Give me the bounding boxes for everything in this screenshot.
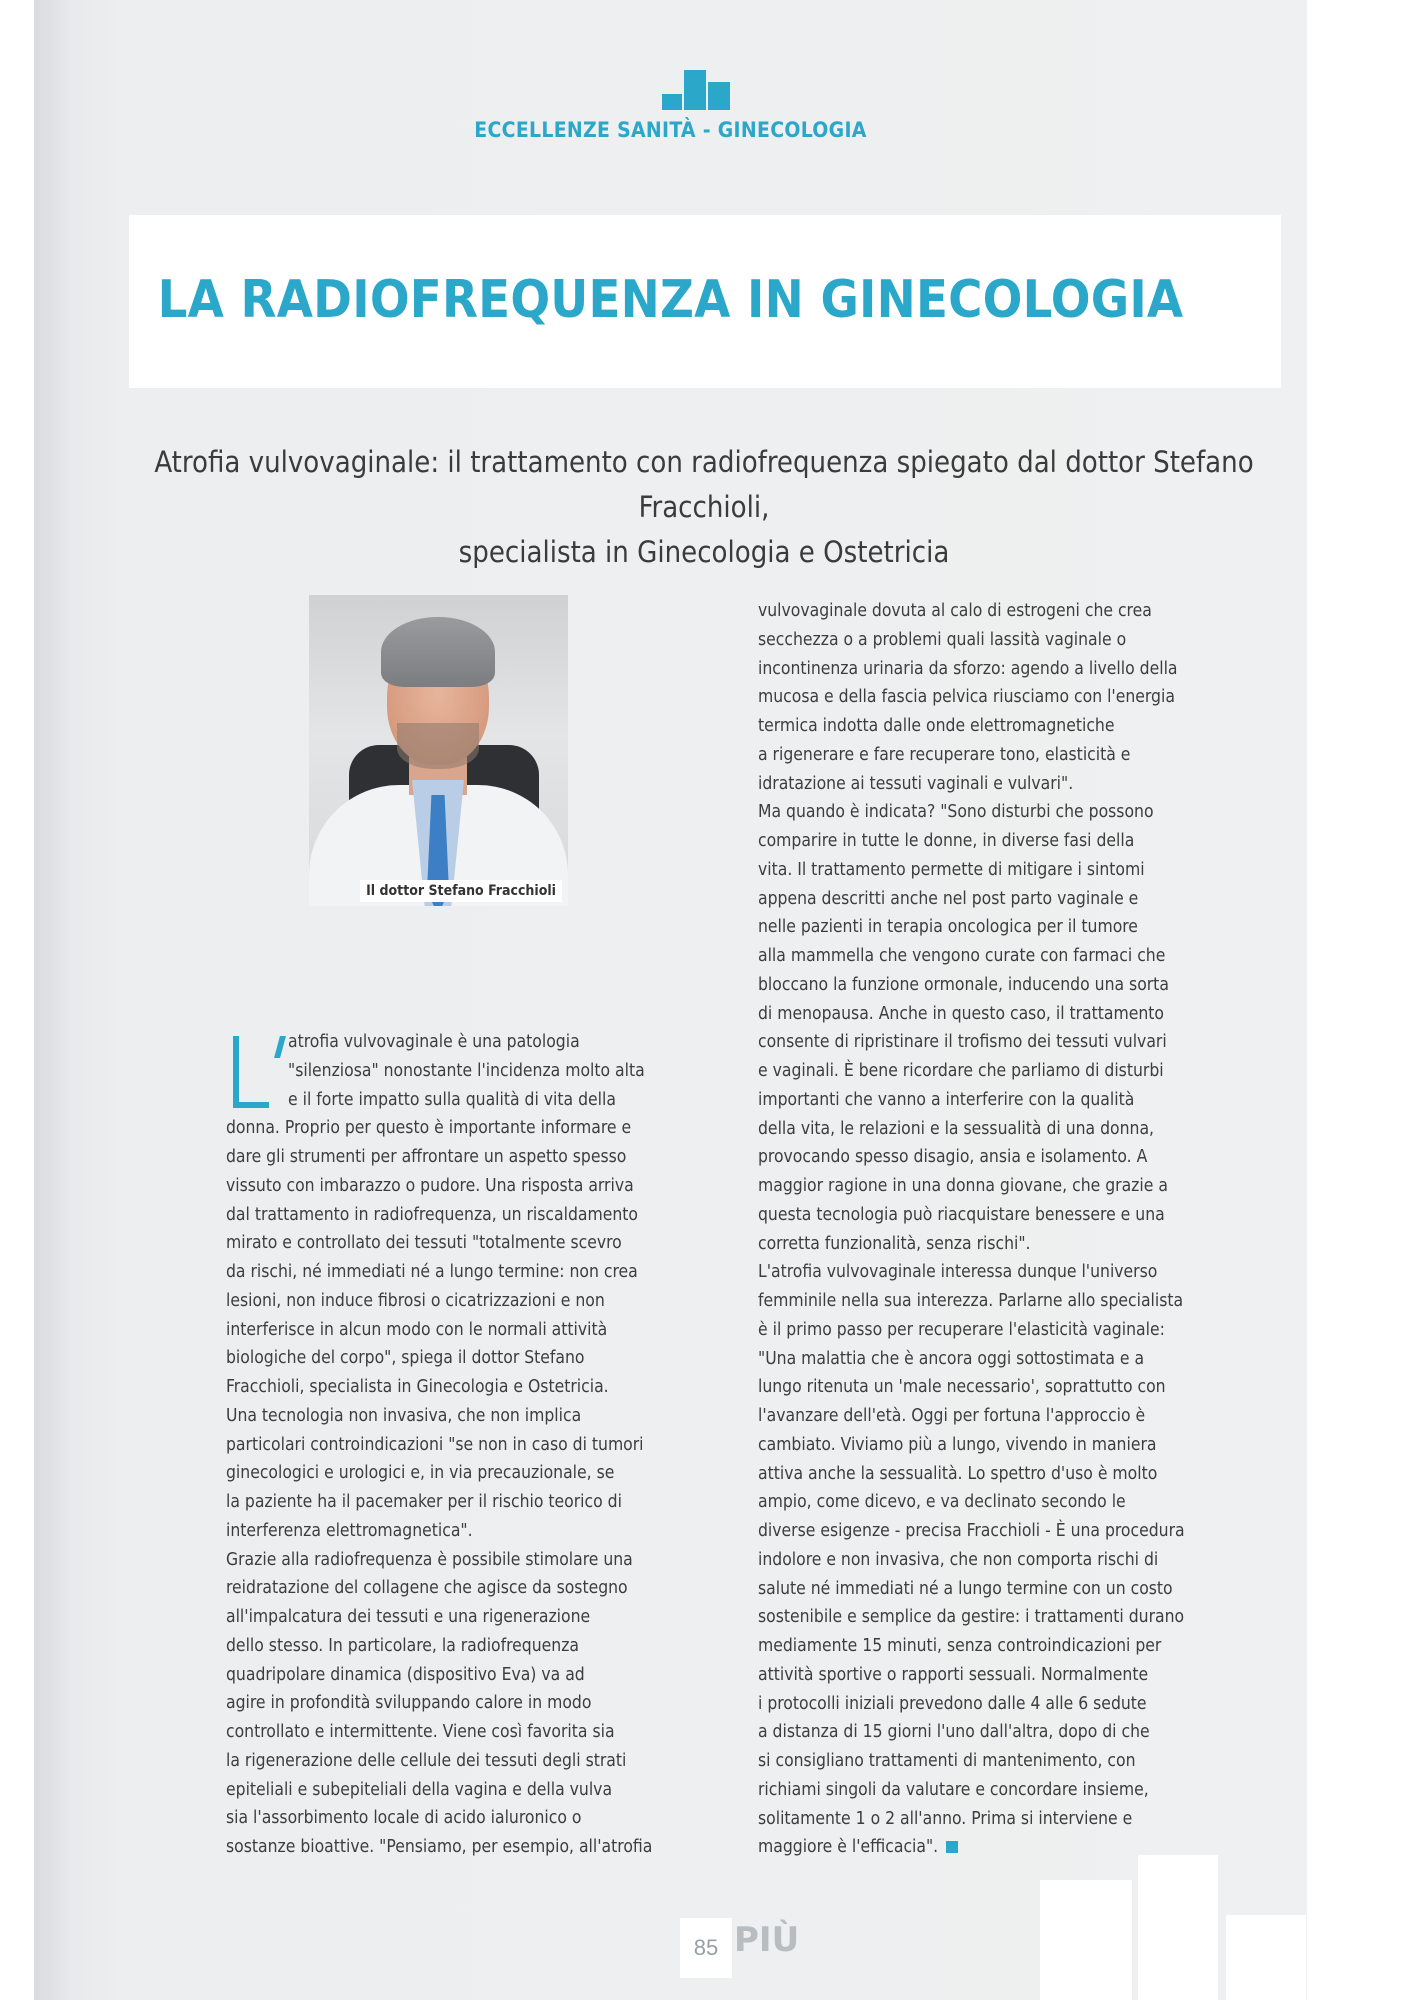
text-line: maggiore è l'efficacia". (758, 1833, 1185, 1862)
text-line: corretta funzionalità, senza rischi". (758, 1233, 1031, 1254)
text-line: idratazione ai tessuti vaginali e vulvari". (758, 773, 1074, 794)
text-line: a distanza di 15 giorni l'uno dall'altra, dopo di che (758, 1722, 1150, 1743)
text-line: la rigenerazione delle cellule dei tessuti degli strati (226, 1750, 627, 1771)
doctor-photo (309, 595, 568, 906)
text-line: all'impalcatura dei tessuti e una rigenerazione (226, 1607, 591, 1627)
text-line: interferenza elettromagnetica". (226, 1520, 473, 1541)
text-line: quadripolare dinamica (dispositivo Eva) va ad (226, 1664, 585, 1685)
text-line: diverse esigenze - precisa Fracchioli - È una procedura (758, 1521, 1185, 1541)
article-subtitle (134, 440, 1274, 575)
photo-caption: Il dottor Stefano Fracchioli (360, 880, 562, 902)
text-line: cambiato. Viviamo più a lungo, vivendo in maniera (758, 1434, 1157, 1455)
text-line: dal trattamento in radiofrequenza, un riscaldamento (226, 1204, 638, 1225)
text-line: è il primo passo per recuperare l'elasticità vaginale: (758, 1319, 1165, 1340)
text-line: L'atrofia vulvovaginale interessa dunque l'universo (758, 1262, 1158, 1283)
section-label: ECCELLENZE SANITÀ - GINECOLOGIA (474, 118, 867, 142)
text-line: lungo ritenuta un 'male necessario', soprattutto con (758, 1377, 1166, 1398)
text-line: l'avanzare dell'età. Oggi per fortuna l'approccio è (758, 1406, 1146, 1426)
text-line: "Una malattia che è ancora oggi sottostimata e a (758, 1348, 1145, 1369)
text-line: da rischi, né immediati né a lungo termine: non crea (226, 1262, 638, 1282)
text-line: bloccano la funzione ormonale, inducendo una sorta (758, 974, 1169, 995)
text-line: vissuto con imbarazzo o pudore. Una risposta arriva (226, 1175, 634, 1196)
text-line: della vita, le relazioni e la sessualità di una donna, (758, 1118, 1154, 1139)
text-line: dare gli strumenti per affrontare un aspetto spesso (226, 1147, 627, 1167)
text-line: indolore e non invasiva, che non comporta rischi di (758, 1549, 1159, 1570)
text-line: alla mammella che vengono curate con farmaci che (758, 946, 1166, 966)
text-line: la paziente ha il pacemaker per il rischio teorico di (226, 1492, 622, 1512)
text-line: mediamente 15 minuti, senza controindicazioni per (758, 1636, 1162, 1656)
article-column-left (226, 1028, 652, 1862)
text-line: importanti che vanno a interferire con la qualità (758, 1089, 1135, 1110)
text-line: vita. Il trattamento permette di mitigare i sintomi (758, 859, 1145, 880)
text-line: incontinenza urinaria da sforzo: agendo a livello della (758, 658, 1178, 679)
text-line: Ma quando è indicata? "Sono disturbi che possono (758, 802, 1154, 823)
text-line: maggior ragione in una donna giovane, che grazie a (758, 1176, 1168, 1196)
text-line: sostenibile e semplice da gestire: i trattamenti durano (758, 1607, 1185, 1628)
text-line: atrofia vulvovaginale è una patologia (288, 1032, 580, 1052)
subtitle-line: specialista in Ginecologia e Ostetricia (458, 535, 950, 569)
text-line: consente di ripristinare il trofismo dei tessuti vulvari (758, 1032, 1167, 1053)
brand-logo: PIÙ (734, 1920, 800, 1960)
text-line: dello stesso. In particolare, la radiofrequenza (226, 1635, 580, 1656)
end-of-article-icon (946, 1841, 958, 1853)
text-line: femminile nella sua interezza. Parlarne allo specialista (758, 1291, 1184, 1311)
text-line: Fracchioli, specialista in Ginecologia e Ostetricia. (226, 1377, 609, 1397)
text-line: nelle pazienti in terapia oncologica per il tumore (758, 917, 1138, 938)
text-line: e vaginali. È bene ricordare che parliamo di disturbi (758, 1061, 1164, 1081)
text-line: ginecologici e urologici e, in via precauzionale, se (226, 1463, 615, 1484)
text-line: controllato e intermittente. Viene così favorita sia (226, 1722, 615, 1742)
text-line: salute né immediati né a lungo termine con un costo (758, 1578, 1173, 1599)
text-line: particolari controindicazioni "se non in caso di tumori (226, 1434, 644, 1455)
text-line: appena descritti anche nel post parto vaginale e (758, 888, 1139, 909)
subtitle-line: Atrofia vulvovaginale: il trattamento con radiofrequenza spiegato dal dottor Stefano Fracchioli, (154, 445, 1254, 524)
text-line: epiteliali e subepiteliali della vagina e della vulva (226, 1779, 613, 1800)
text-line: questa tecnologia può riacquistare benessere e una (758, 1204, 1165, 1225)
text-line: di menopausa. Anche in questo caso, il trattamento (758, 1003, 1164, 1024)
page-footer (680, 1918, 800, 1978)
article-title: LA RADIOFREQUENZA IN GINECOLOGIA (157, 270, 1184, 330)
text-line: a rigenerare e fare recuperare tono, elasticità e (758, 744, 1131, 765)
text-line: donna. Proprio per questo è importante informare e (226, 1118, 632, 1139)
text-line: Una tecnologia non invasiva, che non implica (226, 1405, 582, 1426)
text-line: vulvovaginale dovuta al calo di estrogeni che crea (758, 601, 1152, 621)
text-line: reidratazione del collagene che agisce da sostegno (226, 1578, 628, 1599)
text-line: e il forte impatto sulla qualità di vita della (288, 1089, 616, 1110)
text-line: lesioni, non induce fibrosi o cicatrizzazioni e non (226, 1290, 605, 1311)
text-line: termica indotta dalle onde elettromagnetiche (758, 716, 1115, 736)
text-line: i protocolli iniziali prevedono dalle 4 alle 6 sedute (758, 1693, 1147, 1714)
text-line: provocando spesso disagio, ansia e isolamento. A (758, 1147, 1148, 1168)
decorative-bar (1226, 1915, 1306, 2000)
text-line: comparire in tutte le donne, in diverse fasi della (758, 831, 1135, 851)
text-line: si consigliano trattamenti di mantenimento, con (758, 1751, 1136, 1771)
magazine-page (34, 0, 1307, 2000)
text-line: Grazie alla radiofrequenza è possibile stimolare una (226, 1549, 633, 1570)
text-line: biologiche del corpo", spiega il dottor Stefano (226, 1348, 585, 1369)
text-line: secchezza o a problemi quali lassità vaginale o (758, 629, 1127, 650)
page-margin (1307, 0, 1414, 2000)
decorative-bar (1040, 1880, 1132, 2000)
decorative-bar (1138, 1855, 1218, 2000)
text-line: solitamente 1 o 2 all'anno. Prima si interviene e (758, 1808, 1133, 1829)
page-number: 85 (680, 1918, 732, 1978)
text-line: sostanze bioattive. "Pensiamo, per esempio, all'atrofia (226, 1837, 653, 1857)
text-line: ampio, come dicevo, e va declinato secondo le (758, 1492, 1126, 1513)
bar-chart-logo-icon (662, 70, 754, 110)
text-line: mucosa e della fascia pelvica riusciamo con l'energia (758, 687, 1175, 708)
text-line: attività sportive o rapporti sessuali. Normalmente (758, 1664, 1149, 1685)
article-column-right (758, 597, 1185, 1862)
text-line: mirato e controllato dei tessuti "totalmente scevro (226, 1233, 622, 1254)
text-line: agire in profondità sviluppando calore in modo (226, 1693, 592, 1714)
text-line: interferisce in alcun modo con le normali attività (226, 1319, 608, 1340)
text-line: attiva anche la sessualità. Lo spettro d'uso è molto (758, 1463, 1158, 1484)
text-line: sia l'assorbimento locale di acido ialuronico o (226, 1808, 582, 1829)
text-line: richiami singoli da valutare e concordare insieme, (758, 1779, 1149, 1800)
text-line: "silenziosa" nonostante l'incidenza molto alta (288, 1060, 645, 1081)
